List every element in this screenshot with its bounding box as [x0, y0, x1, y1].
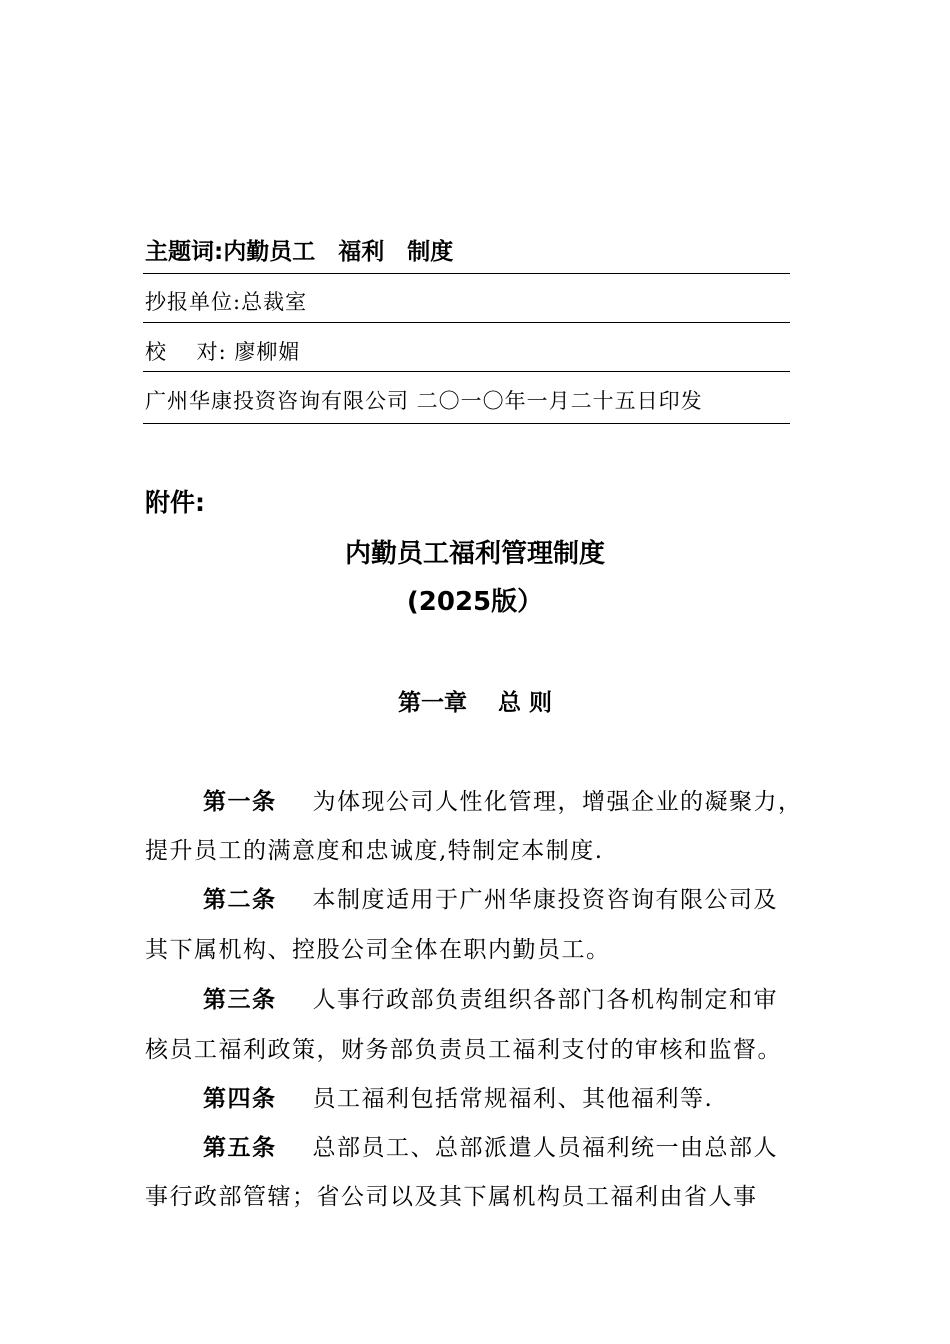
- article-continuation: 提升员工的满意度和忠诚度,特制定本制度.: [145, 838, 604, 864]
- article-continuation: 其下属机构、控股公司全体在职内勤员工。: [145, 937, 611, 963]
- subject-keywords: 主题词:内勤员工 福利 制度: [145, 239, 454, 265]
- cc-line: 抄报单位:总裁室: [145, 290, 308, 314]
- article-text: 人事行政部负责组织各部门各机构制定和审: [312, 987, 778, 1013]
- document-version: (2025版）: [406, 587, 544, 617]
- article-text: 本制度适用于广州华康投资咨询有限公司及: [312, 887, 778, 913]
- article-continuation: 事行政部管辖；省公司以及其下属机构员工福利由省人事: [145, 1184, 758, 1210]
- divider-rule: [143, 423, 790, 424]
- article-line: [203, 783, 803, 816]
- chapter-heading: 第一章 总 则: [397, 690, 552, 716]
- article-continuation: 核员工福利政策，财务部负责员工福利支付的审核和监督。: [145, 1037, 782, 1063]
- article-line: [203, 981, 778, 1014]
- document-title: 内勤员工福利管理制度: [344, 539, 605, 569]
- issuer-line: 广州华康投资咨询有限公司 二〇一〇年一月二十五日印发: [145, 389, 703, 413]
- divider-rule: [143, 371, 790, 372]
- divider-rule: [143, 273, 790, 274]
- article-text: 员工福利包括常规福利、其他福利等.: [312, 1086, 714, 1112]
- divider-rule: [143, 322, 790, 323]
- article-label: 第五条: [203, 1135, 277, 1161]
- article-line: [203, 1129, 778, 1162]
- attachment-label: 附件:: [145, 488, 205, 517]
- article-line: [203, 1080, 713, 1113]
- article-line: [203, 881, 778, 914]
- article-text: 为体现公司人性化管理，增强企业的凝聚力，: [312, 789, 803, 815]
- proofreader-line: 校 对: 廖柳媚: [145, 340, 301, 364]
- article-label: 第一条: [203, 789, 277, 815]
- article-label: 第二条: [203, 887, 277, 913]
- article-label: 第三条: [203, 987, 277, 1013]
- article-label: 第四条: [203, 1086, 277, 1112]
- article-text: 总部员工、总部派遣人员福利统一由总部人: [312, 1135, 778, 1161]
